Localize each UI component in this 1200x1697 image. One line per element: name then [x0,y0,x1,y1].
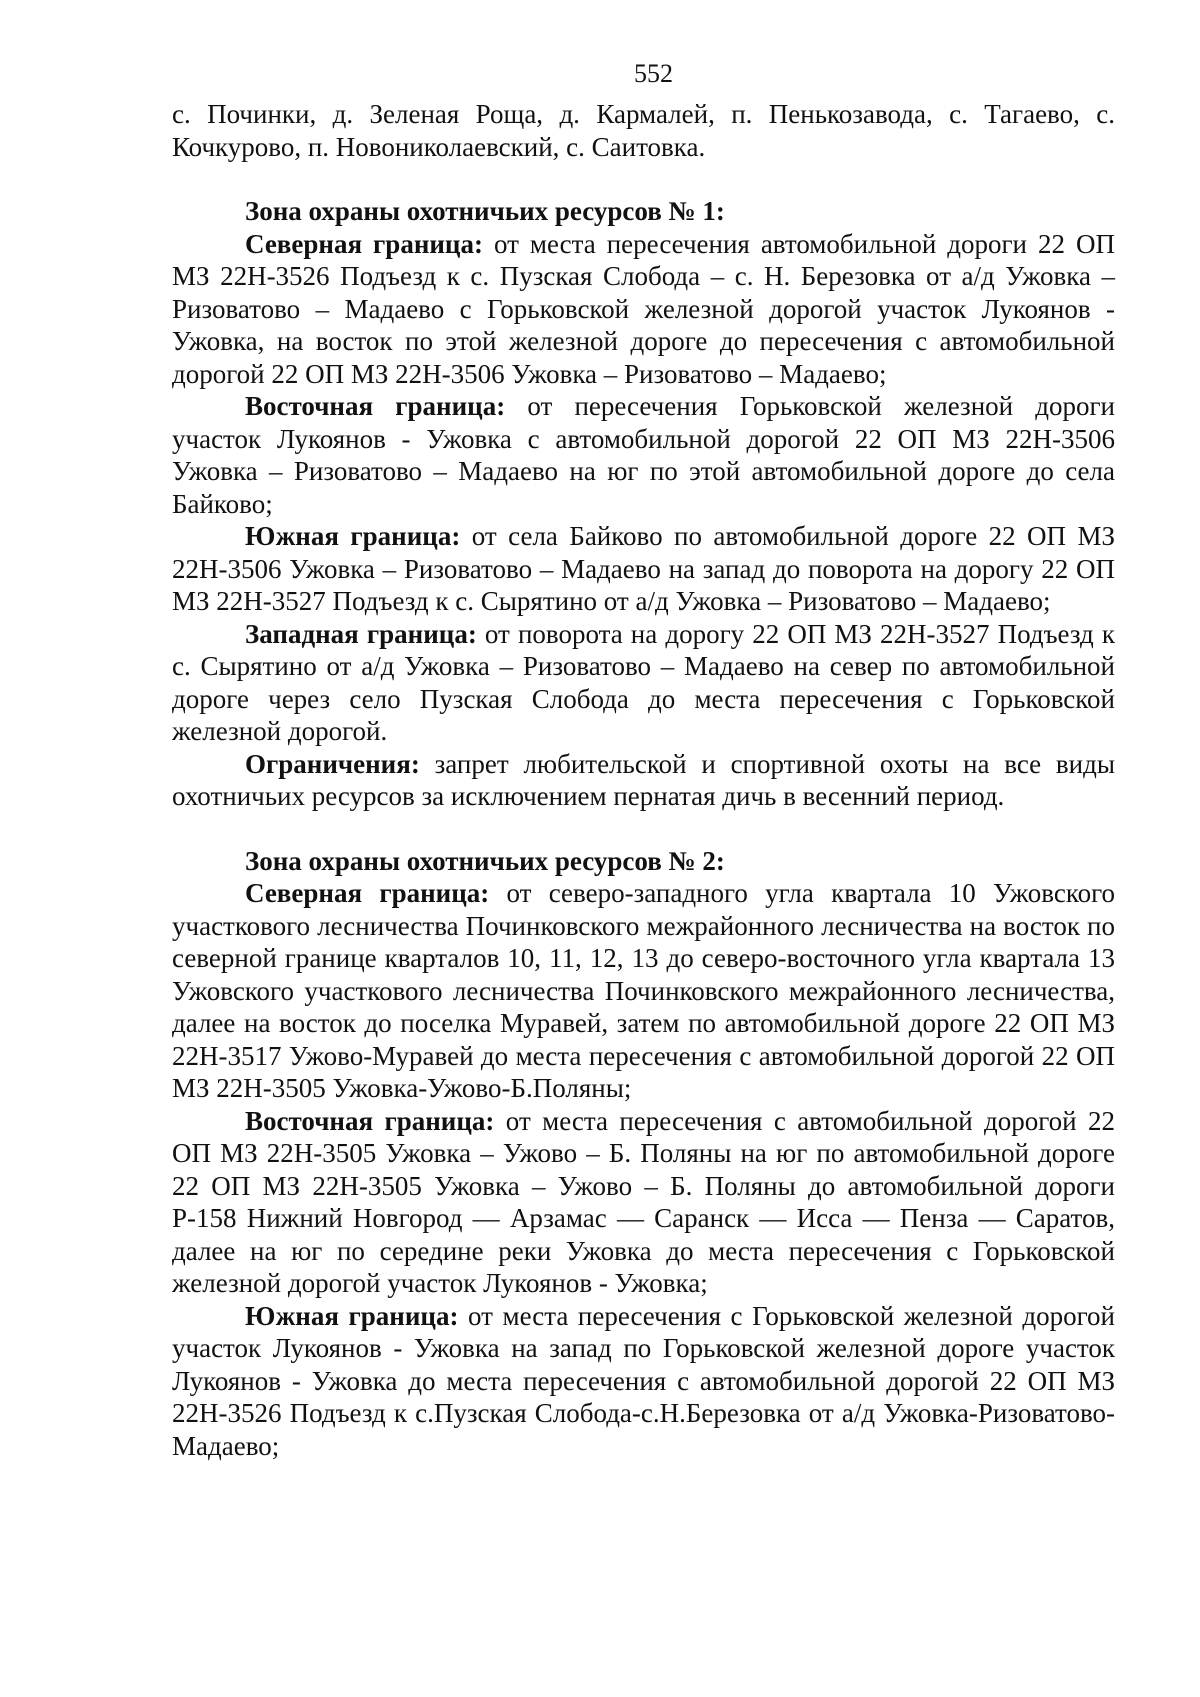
intro-paragraph: с. Починки, д. Зеленая Роща, д. Кармалей, п. Пенькозавода, с. Тагаево, с. Кочкурово, п. Новониколаевский, с. Саитовка. [172,99,1115,162]
zone-1-west-text: от поворота на дорогу 22 ОП МЗ 22Н-3527 Подъезд к с. Сырятино от а/д Ужовка – Ризоватово – Мадаево на север по автомобильной дороге через село Пузская Слобода до места пересечения с Горьковской железной дорогой. [172,618,1115,746]
zone-1-west-label: Западная граница: [245,618,477,649]
zone-2-east-text: от места пересечения с автомобильной дорогой 22 ОП МЗ 22Н-3505 Ужовка – Ужово – Б. Поляны на юг по автомобильной дороге 22 ОП МЗ 22Н-3505 Ужовка – Ужово – Б. Поляны до автомобильной дороги Р-158 Нижний Новгород — Арзамас — Саранск — Исса — Пенза — Саратов, далее на юг по середине реки Ужовка до места пересечения с Горьковской железной дорогой участок Лукоянов - Ужовка; [172,1105,1115,1298]
zone-2-heading: Зона охраны охотничьих ресурсов № 2: [245,845,725,876]
zone-2-east-label: Восточная граница: [245,1105,495,1136]
zone-1-heading: Зона охраны охотничьих ресурсов № 1: [245,196,725,226]
zone-1-east-border [172,390,1115,520]
zone-1-south-text: от села Байково по автомобильной дороге 22 ОП МЗ 22Н-3506 Ужовка – Ризоватово – Мадаево на запад до поворота на дорогу 22 ОП МЗ 22Н-3527 Подъезд к с. Сырятино от а/д Ужовка – Ризоватово – Мадаево; [172,521,1115,616]
zone-2-east-border [172,1105,1115,1300]
zone-1-north-text: от места пересечения автомобильной дороги 22 ОП МЗ 22Н-3526 Подъезд к с. Пузская Слобода – с. Н. Березовка от а/д Ужовка – Ризоватово – Мадаево с Горьковской железной дорогой участок Лукоянов - Ужовка, на восток по этой железной дороге до пересечения с автомобильной дорогой 22 ОП МЗ 22Н-3506 Ужовка – Ризоватово – Мадаево; [172,228,1115,389]
zone-1-west-border [172,618,1115,748]
zone-1-south-label: Южная граница: [245,521,461,551]
zone-1-north-border [172,228,1115,391]
zone-2-south-label: Южная граница: [245,1300,459,1331]
zone-1-restrictions-label: Ограничения: [245,748,420,779]
zone-1-east-text: от пересечения Горьковской железной дороги участок Лукоянов - Ужовка с автомобильной дорогой 22 ОП МЗ 22Н-3506 Ужовка – Ризоватово – Мадаево на юг по этой автомобильной дороге до села Байково; [172,391,1116,519]
zone-2-south-border [172,1300,1115,1463]
document-page [172,58,1115,1462]
zone-2-north-label: Северная граница: [245,878,490,908]
zone-2-south-text: от места пересечения с Горьковской железной дорогой участок Лукоянов - Ужовка на запад по Горьковской железной дороге участок Лукоянов - Ужовка до места пересечения с автомобильной дорогой 22 ОП МЗ 22Н-3526 Подъезд к с.Пузская Слобода-с.Н.Березовка от а/д Ужовка-Ризоватово-Мадаево; [172,1300,1115,1461]
zone-1-south-border [172,520,1115,618]
zone-1-restrictions [172,748,1115,813]
page-number: 552 [634,59,673,88]
zone-1-east-label: Восточная граница: [245,391,506,421]
zone-2-north-text: от северо-западного угла квартала 10 Ужовского участкового лесничества Починковского межрайонного лесничества на восток по северной границе кварталов 10, 11, 12, 13 до северо-восточного угла квартала 13 Ужовского участкового лесничества Починковского межрайонного лесничества, далее на восток до поселка Муравей, затем по автомобильной дороге 22 ОП МЗ 22Н-3517 Ужово-Муравей до места пересечения с автомобильной дорогой 22 ОП МЗ 22Н-3505 Ужовка-Ужово-Б.Поляны; [172,878,1115,1103]
zone-2-north-border [172,877,1115,1105]
zone-1-restrictions-text: запрет любительской и спортивной охоты на все виды охотничьих ресурсов за исключением пернатая дичь в весенний период. [172,748,1115,811]
zone-1-north-label: Северная граница: [245,228,483,259]
